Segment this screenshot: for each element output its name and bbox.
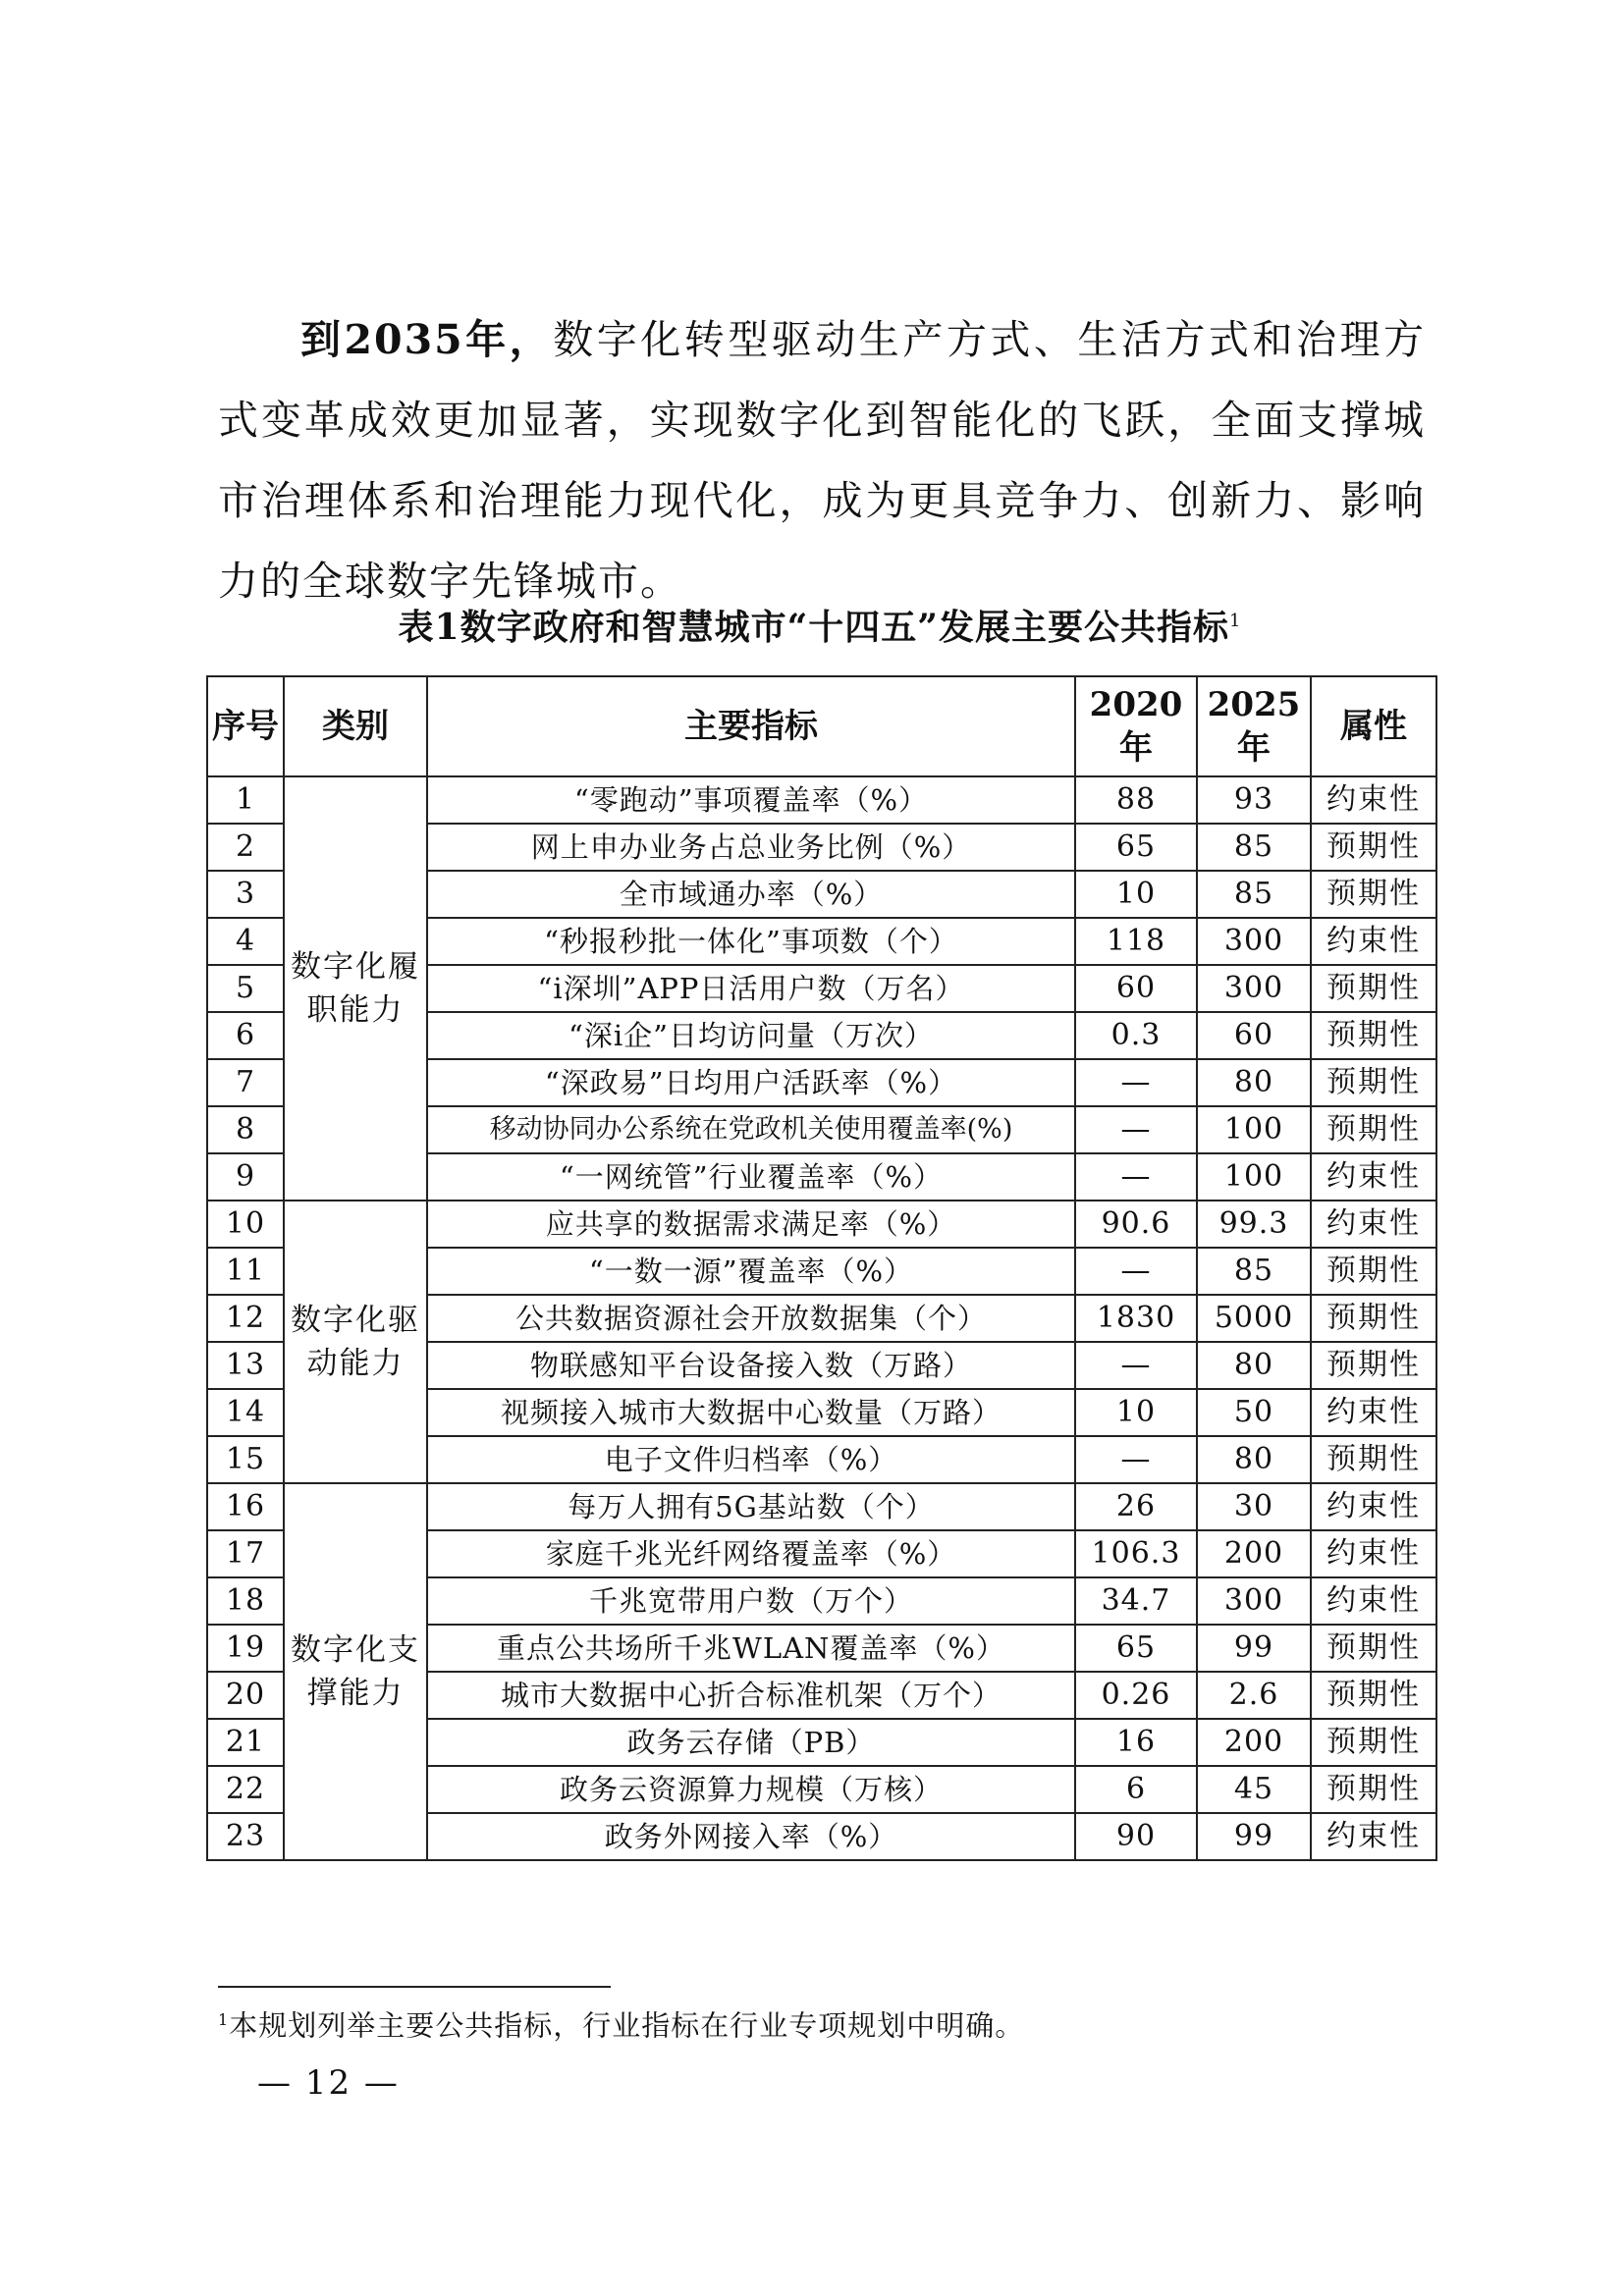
- category-cell-1: 数字化履职能力: [284, 776, 427, 1201]
- cell-no: 6: [207, 1012, 284, 1059]
- header-2020: [1075, 676, 1197, 776]
- cell-metric: 每万人拥有5G基站数（个）: [427, 1483, 1075, 1530]
- cell-no: 4: [207, 918, 284, 965]
- cell-2020: 88: [1075, 776, 1197, 824]
- cell-2025: 85: [1197, 871, 1311, 918]
- header-category-text: 类别: [322, 707, 389, 746]
- header-attribute: [1311, 676, 1436, 776]
- page-number: — 12 —: [257, 2063, 400, 2103]
- cell-2020: 26: [1075, 1483, 1197, 1530]
- footnote-text: 本规划列举主要公共指标，行业指标在行业专项规划中明确。: [229, 2008, 1025, 2043]
- cell-attribute: 预期性: [1311, 1295, 1436, 1342]
- cell-2020: 10: [1075, 1389, 1197, 1436]
- cell-no: 23: [207, 1813, 284, 1860]
- cell-metric: 政务外网接入率（%）: [427, 1813, 1075, 1860]
- cell-2025: 99: [1197, 1625, 1311, 1672]
- cell-attribute: 预期性: [1311, 965, 1436, 1012]
- cell-2020: 34.7: [1075, 1577, 1197, 1625]
- cell-metric: 公共数据资源社会开放数据集（个）: [427, 1295, 1075, 1342]
- cell-2025: 100: [1197, 1153, 1311, 1201]
- cell-metric: 城市大数据中心折合标准机架（万个）: [427, 1672, 1075, 1719]
- cell-attribute: 预期性: [1311, 1719, 1436, 1766]
- cell-2020: —: [1075, 1436, 1197, 1483]
- cell-attribute: 约束性: [1311, 1813, 1436, 1860]
- cell-2020: 0.26: [1075, 1672, 1197, 1719]
- header-2020-text: 2020年: [1089, 685, 1183, 768]
- cell-attribute: 预期性: [1311, 1106, 1436, 1153]
- cell-attribute: 约束性: [1311, 1483, 1436, 1530]
- header-2025: [1197, 676, 1311, 776]
- cell-2025: 2.6: [1197, 1672, 1311, 1719]
- cell-no: 11: [207, 1248, 284, 1295]
- cell-2025: 80: [1197, 1059, 1311, 1106]
- table-row: [207, 1201, 1436, 1248]
- header-attribute-text: 属性: [1340, 707, 1407, 746]
- cell-metric: “深政易”日均用户活跃率（%）: [427, 1059, 1075, 1106]
- cell-no: 7: [207, 1059, 284, 1106]
- intro-paragraph: [218, 299, 1426, 621]
- cell-no: 3: [207, 871, 284, 918]
- cell-metric: “零跑动”事项覆盖率（%）: [427, 776, 1075, 824]
- table-title-text: 表1数字政府和智慧城市“十四五”发展主要公共指标: [398, 607, 1229, 648]
- cell-metric: “深i企”日均访问量（万次）: [427, 1012, 1075, 1059]
- cell-2020: —: [1075, 1153, 1197, 1201]
- cell-2020: 10: [1075, 871, 1197, 918]
- cell-metric: 政务云资源算力规模（万核）: [427, 1766, 1075, 1813]
- footnote: [218, 2001, 1024, 2046]
- cell-metric: 应共享的数据需求满足率（%）: [427, 1201, 1075, 1248]
- cell-2020: 106.3: [1075, 1530, 1197, 1577]
- cell-no: 20: [207, 1672, 284, 1719]
- cell-2020: 90: [1075, 1813, 1197, 1860]
- cell-attribute: 预期性: [1311, 1766, 1436, 1813]
- cell-metric: 政务云存储（PB）: [427, 1719, 1075, 1766]
- cell-attribute: 预期性: [1311, 1248, 1436, 1295]
- cell-2020: 16: [1075, 1719, 1197, 1766]
- cell-2025: 100: [1197, 1106, 1311, 1153]
- cell-attribute: 预期性: [1311, 824, 1436, 871]
- cell-attribute: 预期性: [1311, 1059, 1436, 1106]
- cell-2020: —: [1075, 1059, 1197, 1106]
- cell-attribute: 预期性: [1311, 1012, 1436, 1059]
- cell-metric: “一数一源”覆盖率（%）: [427, 1248, 1075, 1295]
- cell-attribute: 约束性: [1311, 1201, 1436, 1248]
- cell-2025: 80: [1197, 1436, 1311, 1483]
- cell-2025: 99: [1197, 1813, 1311, 1860]
- cell-metric: 移动协同办公系统在党政机关使用覆盖率(%): [427, 1106, 1075, 1153]
- cell-metric: 网上申办业务占总业务比例（%）: [427, 824, 1075, 871]
- cell-2025: 45: [1197, 1766, 1311, 1813]
- cell-no: 18: [207, 1577, 284, 1625]
- cell-no: 5: [207, 965, 284, 1012]
- cell-2020: 65: [1075, 824, 1197, 871]
- cell-2025: 5000: [1197, 1295, 1311, 1342]
- cell-metric: “i深圳”APP日活用户数（万名）: [427, 965, 1075, 1012]
- header-seq-text: 序号: [212, 707, 279, 746]
- cell-2020: 90.6: [1075, 1201, 1197, 1248]
- cell-attribute: 约束性: [1311, 1530, 1436, 1577]
- cell-no: 13: [207, 1342, 284, 1389]
- cell-no: 10: [207, 1201, 284, 1248]
- cell-no: 17: [207, 1530, 284, 1577]
- cell-2025: 50: [1197, 1389, 1311, 1436]
- cell-metric: 家庭千兆光纤网络覆盖率（%）: [427, 1530, 1075, 1577]
- cell-2025: 300: [1197, 918, 1311, 965]
- cell-attribute: 约束性: [1311, 1577, 1436, 1625]
- cell-2025: 60: [1197, 1012, 1311, 1059]
- cell-2025: 93: [1197, 776, 1311, 824]
- cell-2020: —: [1075, 1342, 1197, 1389]
- category-cell-3: 数字化支撑能力: [284, 1483, 427, 1860]
- paragraph-text: 数字化转型驱动生产方式、生活方式和治理方式变革成效更加显著，实现数字化到智能化的飞跃，全面支撑城市治理体系和治理能力现代化，成为更具竞争力、创新力、影响力的全球数字先锋城市。: [218, 316, 1426, 605]
- cell-no: 16: [207, 1483, 284, 1530]
- cell-no: 2: [207, 824, 284, 871]
- cell-2020: 65: [1075, 1625, 1197, 1672]
- cell-metric: 电子文件归档率（%）: [427, 1436, 1075, 1483]
- header-metric: [427, 676, 1075, 776]
- cell-2020: 6: [1075, 1766, 1197, 1813]
- cell-metric: 物联感知平台设备接入数（万路）: [427, 1342, 1075, 1389]
- cell-metric: “秒报秒批一体化”事项数（个）: [427, 918, 1075, 965]
- cell-2025: 200: [1197, 1719, 1311, 1766]
- cell-2025: 300: [1197, 965, 1311, 1012]
- header-seq: [207, 676, 284, 776]
- header-category: [284, 676, 427, 776]
- cell-attribute: 预期性: [1311, 1342, 1436, 1389]
- cell-attribute: 约束性: [1311, 1153, 1436, 1201]
- cell-metric: 全市域通办率（%）: [427, 871, 1075, 918]
- cell-attribute: 预期性: [1311, 871, 1436, 918]
- cell-2020: 0.3: [1075, 1012, 1197, 1059]
- cell-attribute: 约束性: [1311, 1389, 1436, 1436]
- cell-metric: 重点公共场所千兆WLAN覆盖率（%）: [427, 1625, 1075, 1672]
- cell-2025: 300: [1197, 1577, 1311, 1625]
- footnote-mark: 1: [218, 2010, 230, 2029]
- cell-attribute: 预期性: [1311, 1672, 1436, 1719]
- cell-metric: “一网统管”行业覆盖率（%）: [427, 1153, 1075, 1201]
- cell-2020: 118: [1075, 918, 1197, 965]
- cell-2025: 99.3: [1197, 1201, 1311, 1248]
- header-2025-text: 2025年: [1207, 685, 1301, 768]
- cell-no: 21: [207, 1719, 284, 1766]
- cell-2020: 1830: [1075, 1295, 1197, 1342]
- cell-2025: 200: [1197, 1530, 1311, 1577]
- cell-2025: 85: [1197, 824, 1311, 871]
- table-title: [206, 597, 1434, 652]
- cell-attribute: 约束性: [1311, 918, 1436, 965]
- indicators-table: [206, 675, 1437, 1861]
- cell-no: 14: [207, 1389, 284, 1436]
- cell-2020: —: [1075, 1106, 1197, 1153]
- cell-2020: 60: [1075, 965, 1197, 1012]
- cell-metric: 视频接入城市大数据中心数量（万路）: [427, 1389, 1075, 1436]
- cell-no: 22: [207, 1766, 284, 1813]
- cell-2025: 30: [1197, 1483, 1311, 1530]
- cell-2025: 80: [1197, 1342, 1311, 1389]
- cell-attribute: 约束性: [1311, 776, 1436, 824]
- cell-attribute: 预期性: [1311, 1436, 1436, 1483]
- cell-no: 12: [207, 1295, 284, 1342]
- cell-2025: 85: [1197, 1248, 1311, 1295]
- cell-no: 19: [207, 1625, 284, 1672]
- category-cell-2: 数字化驱动能力: [284, 1201, 427, 1483]
- cell-no: 8: [207, 1106, 284, 1153]
- table-title-note-mark: 1: [1229, 611, 1242, 631]
- cell-no: 15: [207, 1436, 284, 1483]
- cell-attribute: 预期性: [1311, 1625, 1436, 1672]
- cell-2020: —: [1075, 1248, 1197, 1295]
- header-metric-text: 主要指标: [684, 707, 818, 746]
- table-header-row: [207, 676, 1436, 776]
- cell-no: 1: [207, 776, 284, 824]
- cell-metric: 千兆宽带用户数（万个）: [427, 1577, 1075, 1625]
- table-row: [207, 776, 1436, 824]
- footnote-divider: [218, 1986, 611, 1988]
- paragraph-lead: 到2035年，: [300, 316, 554, 363]
- table-row: [207, 1483, 1436, 1530]
- cell-no: 9: [207, 1153, 284, 1201]
